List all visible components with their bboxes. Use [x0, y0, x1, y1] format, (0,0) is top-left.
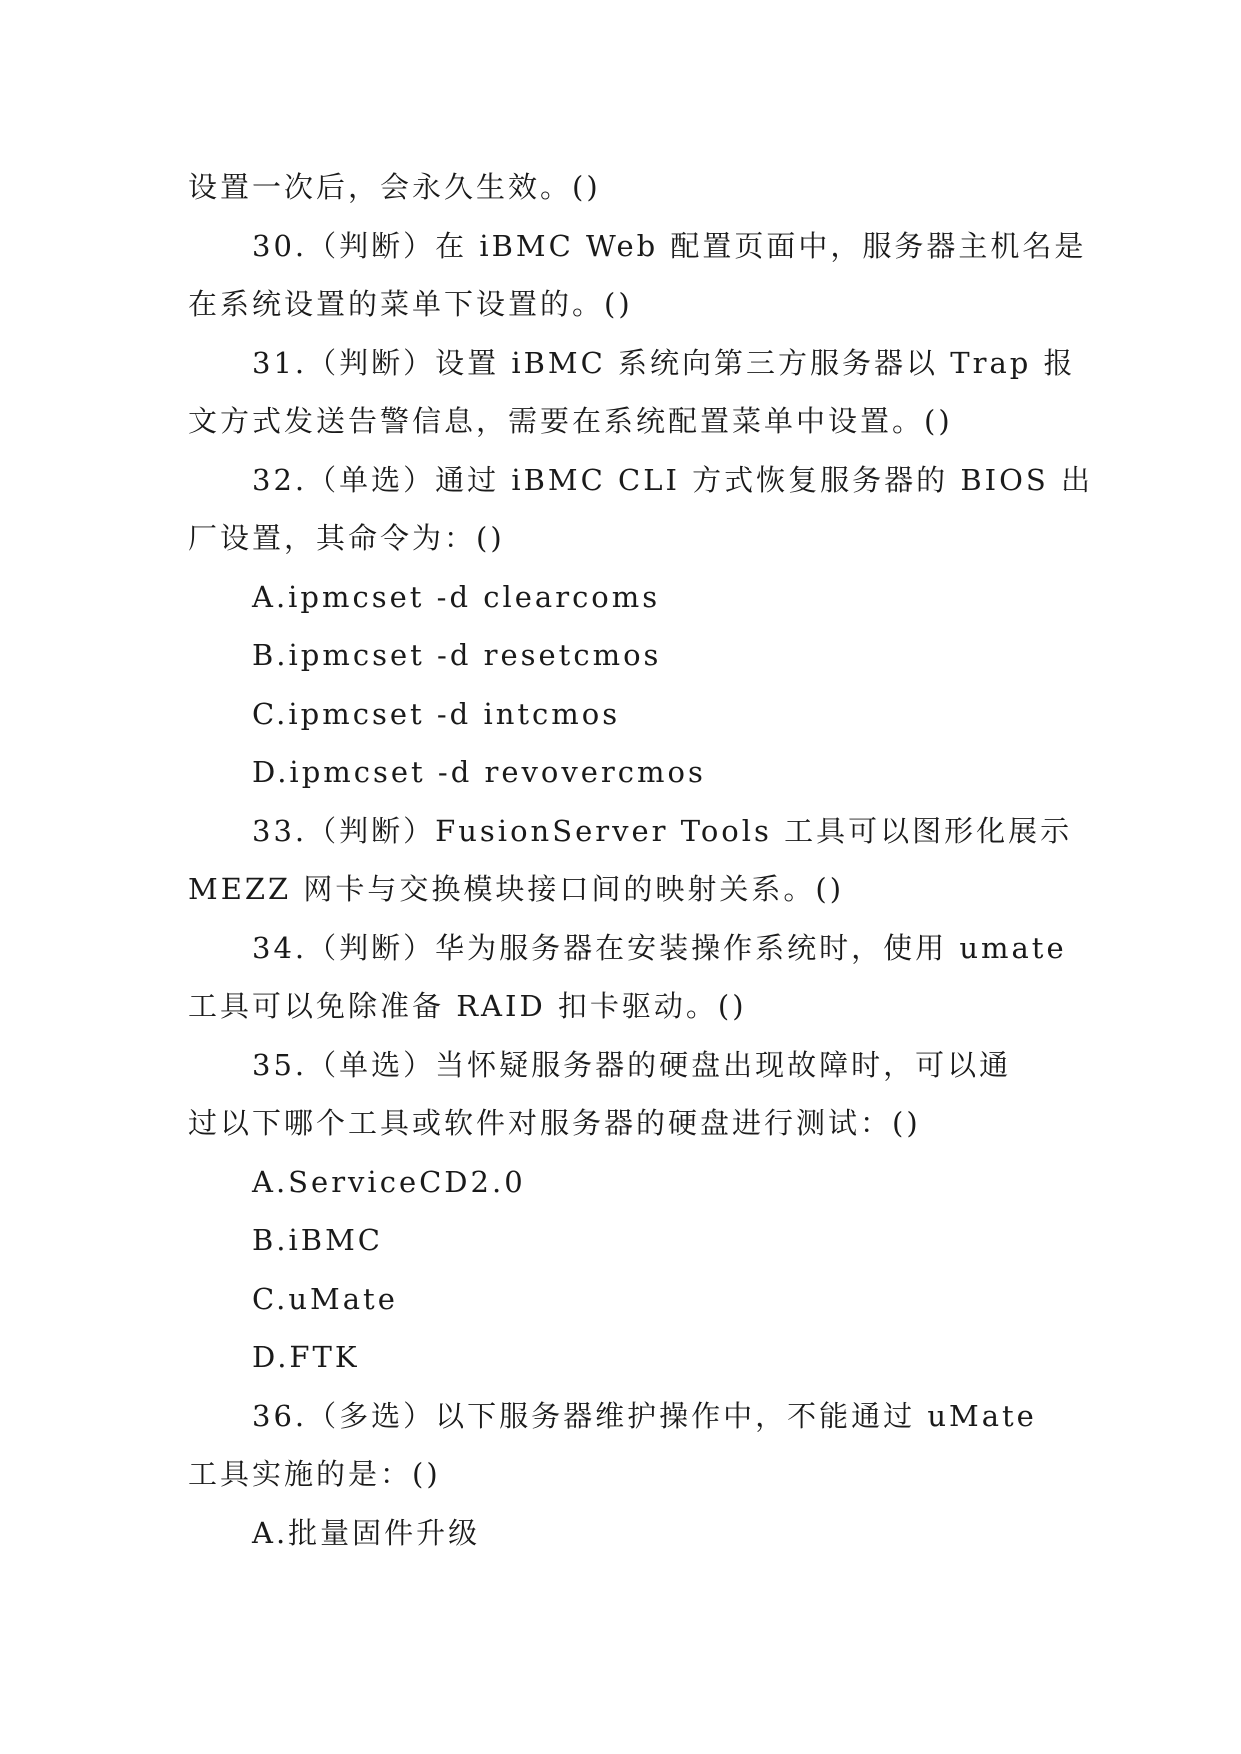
option-a: A.ServiceCD2.0	[252, 1164, 526, 1199]
option-c: C.ipmcset -d intcmos	[252, 696, 621, 731]
question-32: 32.（单选）通过 iBMC CLI 方式恢复服务器的 BIOS 出	[252, 462, 1093, 497]
option-c: C.uMate	[252, 1281, 398, 1316]
question-35: 35.（单选）当怀疑服务器的硬盘出现故障时，可以通	[252, 1047, 1012, 1082]
option-d: D.ipmcset -d revovercmos	[252, 755, 706, 789]
document-page	[188, 158, 1093, 1562]
text-line: 工具实施的是：()	[188, 1457, 441, 1491]
option-b: B.iBMC	[252, 1223, 383, 1257]
question-30: 30.（判断）在 iBMC Web 配置页面中，服务器主机名是	[252, 228, 1087, 263]
text-line: MEZZ 网卡与交换模块接口间的映射关系。()	[188, 872, 845, 906]
text-line: 工具可以免除准备 RAID 扣卡驱动。()	[188, 989, 747, 1023]
question-31: 31.（判断）设置 iBMC 系统向第三方服务器以 Trap 报	[252, 345, 1076, 380]
question-34: 34.（判断）华为服务器在安装操作系统时，使用 umate	[252, 930, 1067, 965]
option-d: D.FTK	[252, 1340, 360, 1374]
question-36: 36.（多选）以下服务器维护操作中，不能通过 uMate	[252, 1398, 1037, 1433]
option-b: B.ipmcset -d resetcmos	[252, 638, 662, 672]
option-a: A.ipmcset -d clearcoms	[252, 579, 661, 614]
text-line: 在系统设置的菜单下设置的。()	[188, 287, 633, 321]
option-a: A.批量固件升级	[252, 1515, 481, 1550]
text-line: 设置一次后，会永久生效。()	[188, 170, 601, 204]
question-33: 33.（判断）FusionServer Tools 工具可以图形化展示	[252, 813, 1073, 848]
text-line: 厂设置，其命令为：()	[188, 521, 505, 555]
text-line: 过以下哪个工具或软件对服务器的硬盘进行测试：()	[188, 1106, 921, 1140]
text-line: 文方式发送告警信息，需要在系统配置菜单中设置。()	[188, 404, 953, 438]
